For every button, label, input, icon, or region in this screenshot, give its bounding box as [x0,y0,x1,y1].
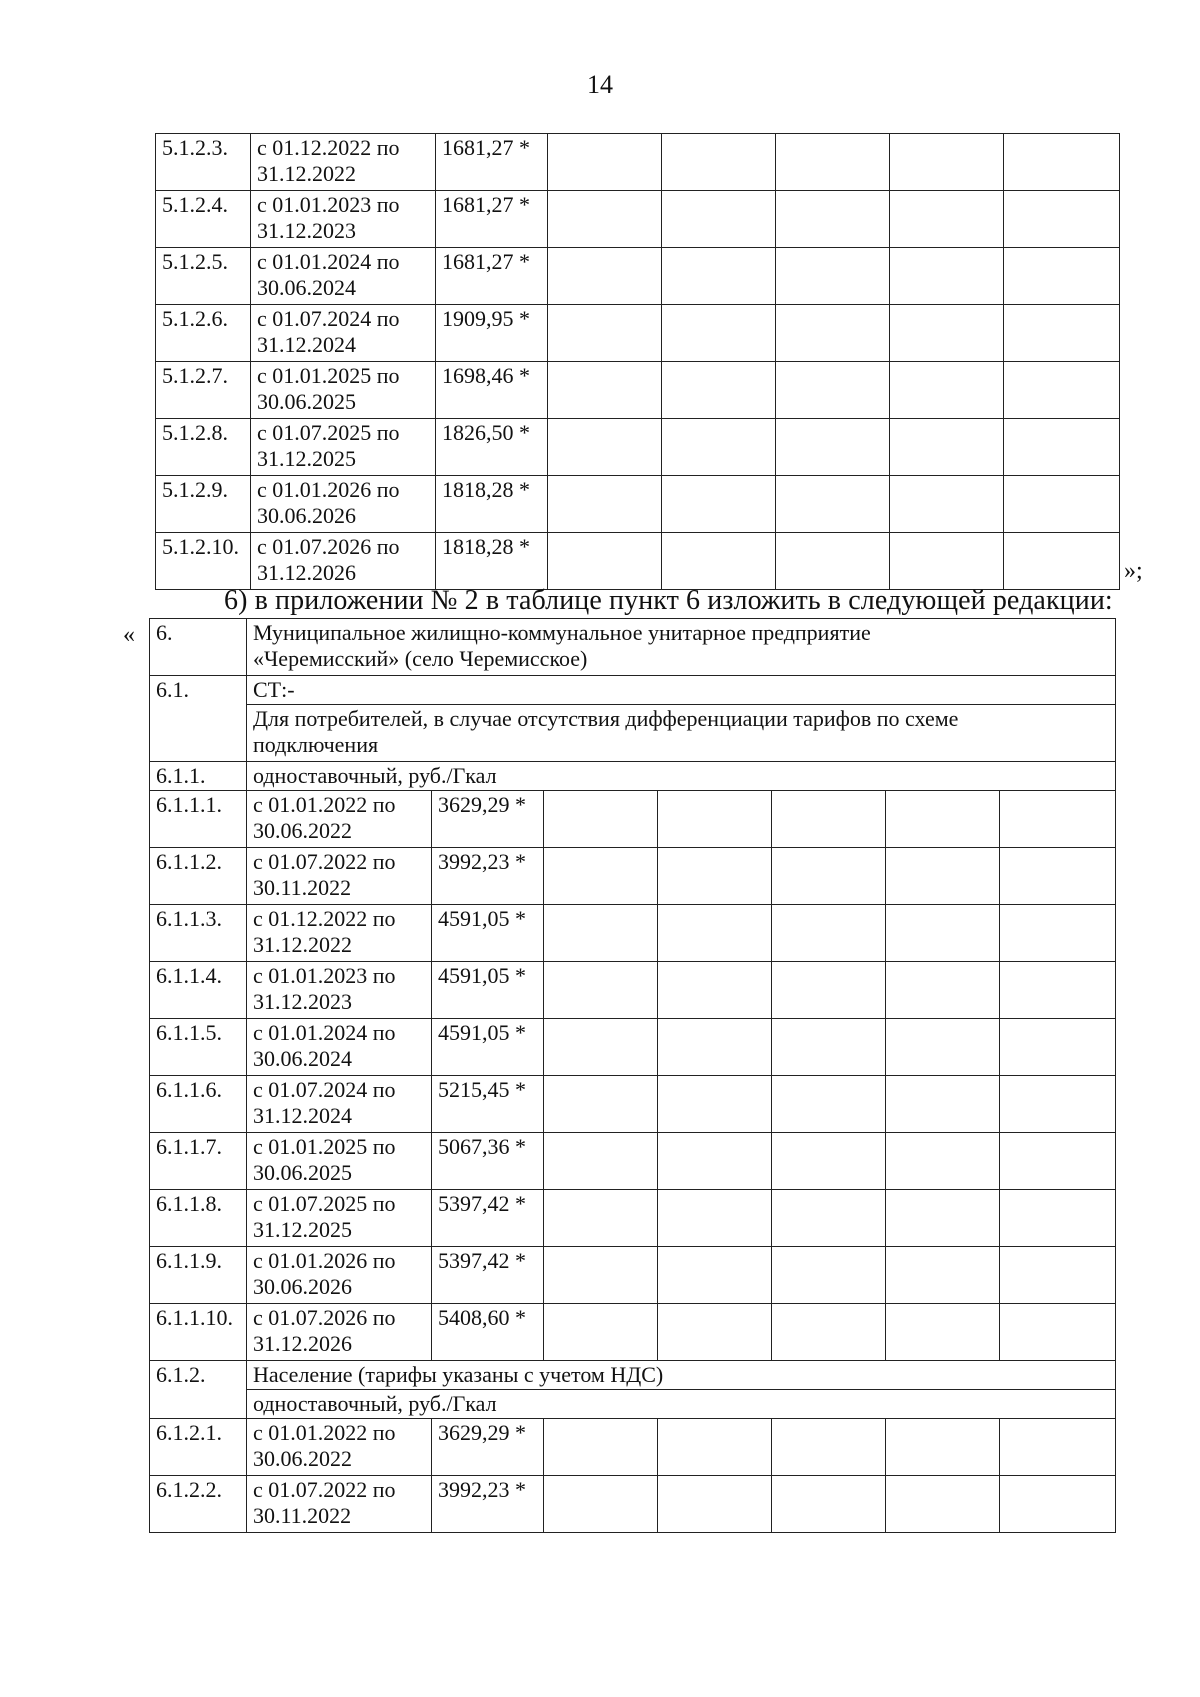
period-cell [247,1304,432,1361]
empty-cell [1000,1476,1116,1533]
table-row [150,1133,1116,1190]
table-row [150,1390,1116,1419]
empty-cell [658,1133,772,1190]
table-row [150,1076,1116,1133]
row-number: 5.1.2.8. [156,419,251,476]
empty-cell [890,419,1004,476]
empty-cell [772,905,886,962]
tariff-value: 3992,23 * [432,848,544,905]
empty-cell [1004,476,1120,533]
tariff-table-6 [149,618,1116,1533]
empty-cell [544,1190,658,1247]
empty-cell [658,962,772,1019]
tariff-value: 1909,95 * [436,305,548,362]
period-start: с 01.07.2022 по [253,1477,396,1502]
empty-cell [776,305,890,362]
empty-cell [662,476,776,533]
empty-cell [772,1190,886,1247]
empty-cell [772,791,886,848]
period-end: 30.06.2022 [253,1446,352,1471]
empty-cell [772,1247,886,1304]
table-row [156,362,1120,419]
period-end: 30.06.2025 [257,389,356,414]
tariff-value: 1698,46 * [436,362,548,419]
empty-cell [1000,848,1116,905]
period-cell [251,362,436,419]
empty-cell [548,305,662,362]
empty-cell [772,1419,886,1476]
consumer-description [247,705,1116,762]
period-end: 31.12.2025 [253,1217,352,1242]
empty-cell [890,248,1004,305]
period-end: 31.12.2024 [257,332,356,357]
empty-cell [662,533,776,590]
row-number: 6.1.1.8. [150,1190,247,1247]
empty-cell [1000,1019,1116,1076]
empty-cell [886,1019,1000,1076]
tariff-value: 4591,05 * [432,1019,544,1076]
period-start: с 01.07.2024 по [257,306,400,331]
tariff-type-label: СТ:- [247,676,1116,705]
period-cell [247,1190,432,1247]
tariff-value: 3629,29 * [432,791,544,848]
period-end: 30.06.2025 [253,1160,352,1185]
empty-cell [548,191,662,248]
empty-cell [890,533,1004,590]
empty-cell [1000,962,1116,1019]
empty-cell [658,848,772,905]
period-cell [247,1476,432,1533]
period-cell [247,1247,432,1304]
period-end: 31.12.2023 [253,989,352,1014]
period-end: 30.06.2022 [253,818,352,843]
empty-cell [1004,305,1120,362]
table-row [150,905,1116,962]
tariff-value: 1818,28 * [436,533,548,590]
empty-cell [658,1190,772,1247]
period-start: с 01.01.2022 по [253,792,396,817]
period-start: с 01.07.2026 по [257,534,400,559]
empty-cell [890,305,1004,362]
empty-cell [544,1076,658,1133]
row-number: 6.1.1.3. [150,905,247,962]
period-cell [247,791,432,848]
period-start: с 01.07.2024 по [253,1077,396,1102]
table-row [156,191,1120,248]
empty-cell [772,848,886,905]
organization-name [247,619,1116,676]
empty-cell [890,476,1004,533]
empty-cell [548,419,662,476]
row-number: 6.1.1.10. [150,1304,247,1361]
empty-cell [772,1304,886,1361]
empty-cell [662,305,776,362]
period-end: 31.12.2025 [257,446,356,471]
table-row [150,962,1116,1019]
period-end: 30.06.2026 [257,503,356,528]
empty-cell [886,962,1000,1019]
row-number: 5.1.2.4. [156,191,251,248]
period-end: 31.12.2026 [253,1331,352,1356]
period-cell [251,419,436,476]
tariff-value: 5215,45 * [432,1076,544,1133]
empty-cell [1000,791,1116,848]
tariff-value: 5397,42 * [432,1247,544,1304]
row-number: 5.1.2.7. [156,362,251,419]
period-cell [251,533,436,590]
period-cell [247,1076,432,1133]
table-row [150,1419,1116,1476]
empty-cell [1004,191,1120,248]
period-end: 30.11.2022 [253,1503,352,1528]
row-number: 5.1.2.10. [156,533,251,590]
empty-cell [886,1247,1000,1304]
empty-cell [1004,533,1120,590]
tariff-value: 1818,28 * [436,476,548,533]
empty-cell [658,1247,772,1304]
empty-cell [890,134,1004,191]
empty-cell [658,905,772,962]
empty-cell [544,905,658,962]
period-start: с 01.01.2023 по [257,192,400,217]
row-number: 6.1.2.1. [150,1419,247,1476]
section-heading: 6) в приложении № 2 в таблице пункт 6 изложить в следующей редакции: [224,585,1113,616]
table-row [150,676,1116,705]
empty-cell [772,1019,886,1076]
row-number: 6.1.1.7. [150,1133,247,1190]
empty-cell [886,905,1000,962]
period-start: с 01.07.2025 по [253,1191,396,1216]
empty-cell [776,248,890,305]
period-cell [251,248,436,305]
period-cell [251,134,436,191]
empty-cell [772,1476,886,1533]
empty-cell [890,362,1004,419]
tariff-value: 3992,23 * [432,1476,544,1533]
empty-cell [776,362,890,419]
period-start: с 01.01.2026 по [253,1248,396,1273]
period-end: 30.06.2026 [253,1274,352,1299]
period-start: с 01.07.2022 по [253,849,396,874]
row-number: 5.1.2.5. [156,248,251,305]
closing-quote: »; [1124,558,1143,584]
period-end: 30.06.2024 [253,1046,352,1071]
tariff-value: 1681,27 * [436,134,548,191]
period-end: 30.11.2022 [253,875,352,900]
opening-quote: « [123,622,135,648]
period-start: с 01.01.2026 по [257,477,400,502]
period-end: 31.12.2022 [253,932,352,957]
table-row [156,476,1120,533]
row-number: 5.1.2.3. [156,134,251,191]
empty-cell [1000,1190,1116,1247]
tariff-table-5-1-2 [155,133,1120,590]
empty-cell [658,1304,772,1361]
empty-cell [886,1476,1000,1533]
empty-cell [886,848,1000,905]
period-start: с 01.01.2025 по [253,1134,396,1159]
empty-cell [776,191,890,248]
empty-cell [776,419,890,476]
organization-name-line2: «Черемисский» (село Черемисское) [253,646,588,671]
empty-cell [544,1476,658,1533]
empty-cell [544,1419,658,1476]
empty-cell [890,191,1004,248]
table-row [150,1361,1116,1390]
empty-cell [662,191,776,248]
tariff-value: 5397,42 * [432,1190,544,1247]
page-number: 14 [587,70,613,99]
period-start: с 01.12.2022 по [257,135,400,160]
period-end: 31.12.2022 [257,161,356,186]
empty-cell [548,362,662,419]
empty-cell [544,1304,658,1361]
empty-cell [1004,134,1120,191]
consumer-group-label: Население (тарифы указаны с учетом НДС) [247,1361,1116,1390]
period-cell [247,962,432,1019]
table-row [156,533,1120,590]
table-row [156,419,1120,476]
empty-cell [1000,1419,1116,1476]
empty-cell [662,419,776,476]
item-number: 6.1. [150,676,247,762]
item-number: 6.1.1. [150,762,247,791]
period-end: 30.06.2024 [257,275,356,300]
period-start: с 01.01.2022 по [253,1420,396,1445]
item-number: 6.1.2. [150,1361,247,1419]
table-row [150,1247,1116,1304]
table-row [150,1304,1116,1361]
period-cell [247,1019,432,1076]
rate-type-label: одноставочный, руб./Гкал [247,1390,1116,1419]
consumer-description-line2: подключения [253,732,379,757]
table-row [150,1190,1116,1247]
empty-cell [662,134,776,191]
period-start: с 01.12.2022 по [253,906,396,931]
row-number: 6.1.1.1. [150,791,247,848]
empty-cell [544,1133,658,1190]
period-cell [247,1133,432,1190]
empty-cell [886,1304,1000,1361]
empty-cell [886,1190,1000,1247]
empty-cell [772,962,886,1019]
table-row [156,305,1120,362]
row-number: 6.1.1.4. [150,962,247,1019]
tariff-value: 4591,05 * [432,905,544,962]
empty-cell [772,1133,886,1190]
empty-cell [662,362,776,419]
period-start: с 01.01.2025 по [257,363,400,388]
empty-cell [886,1133,1000,1190]
empty-cell [658,1076,772,1133]
tariff-value: 5408,60 * [432,1304,544,1361]
empty-cell [1000,1076,1116,1133]
empty-cell [1004,419,1120,476]
period-cell [251,191,436,248]
empty-cell [776,533,890,590]
empty-cell [658,1019,772,1076]
table-row [150,791,1116,848]
table-row [150,848,1116,905]
empty-cell [544,962,658,1019]
organization-name-line1: Муниципальное жилищно-коммунальное унитарное предприятие [253,620,871,645]
empty-cell [1000,1247,1116,1304]
table-row [150,619,1116,676]
empty-cell [1004,248,1120,305]
empty-cell [544,1247,658,1304]
row-number: 5.1.2.6. [156,305,251,362]
table-row [156,248,1120,305]
consumer-description-line1: Для потребителей, в случае отсутствия дифференциации тарифов по схеме [253,706,959,731]
empty-cell [1000,905,1116,962]
period-start: с 01.01.2024 по [257,249,400,274]
empty-cell [776,134,890,191]
empty-cell [548,134,662,191]
period-end: 31.12.2026 [257,560,356,585]
tariff-value: 1681,27 * [436,191,548,248]
tariff-value: 1681,27 * [436,248,548,305]
row-number: 6.1.1.2. [150,848,247,905]
period-start: с 01.07.2026 по [253,1305,396,1330]
row-number: 6.1.2.2. [150,1476,247,1533]
empty-cell [662,248,776,305]
tariff-value: 3629,29 * [432,1419,544,1476]
empty-cell [658,1476,772,1533]
empty-cell [548,533,662,590]
empty-cell [886,1419,1000,1476]
table-body [150,619,1116,791]
row-number: 5.1.2.9. [156,476,251,533]
empty-cell [1000,1304,1116,1361]
period-cell [247,905,432,962]
empty-cell [544,848,658,905]
item-number: 6. [150,619,247,676]
empty-cell [886,791,1000,848]
table-row [150,762,1116,791]
table-row [150,1476,1116,1533]
table-body [156,134,1120,590]
empty-cell [658,791,772,848]
empty-cell [548,248,662,305]
row-number: 6.1.1.6. [150,1076,247,1133]
tariff-value: 1826,50 * [436,419,548,476]
period-end: 31.12.2023 [257,218,356,243]
empty-cell [544,1019,658,1076]
period-start: с 01.01.2023 по [253,963,396,988]
period-cell [247,848,432,905]
rate-type-label: одноставочный, руб./Гкал [247,762,1116,791]
tariff-value: 5067,36 * [432,1133,544,1190]
empty-cell [772,1076,886,1133]
empty-cell [1000,1133,1116,1190]
period-cell [251,305,436,362]
tariff-value: 4591,05 * [432,962,544,1019]
period-cell [251,476,436,533]
period-cell [247,1419,432,1476]
table-row [150,1019,1116,1076]
empty-cell [1004,362,1120,419]
table-row [156,134,1120,191]
table-row [150,705,1116,762]
empty-cell [886,1076,1000,1133]
row-number: 6.1.1.5. [150,1019,247,1076]
period-end: 31.12.2024 [253,1103,352,1128]
period-start: с 01.01.2024 по [253,1020,396,1045]
table-body [150,1419,1116,1533]
period-start: с 01.07.2025 по [257,420,400,445]
empty-cell [544,791,658,848]
row-number: 6.1.1.9. [150,1247,247,1304]
empty-cell [776,476,890,533]
empty-cell [548,476,662,533]
empty-cell [658,1419,772,1476]
table-body [150,791,1116,1361]
table-body [150,1361,1116,1419]
